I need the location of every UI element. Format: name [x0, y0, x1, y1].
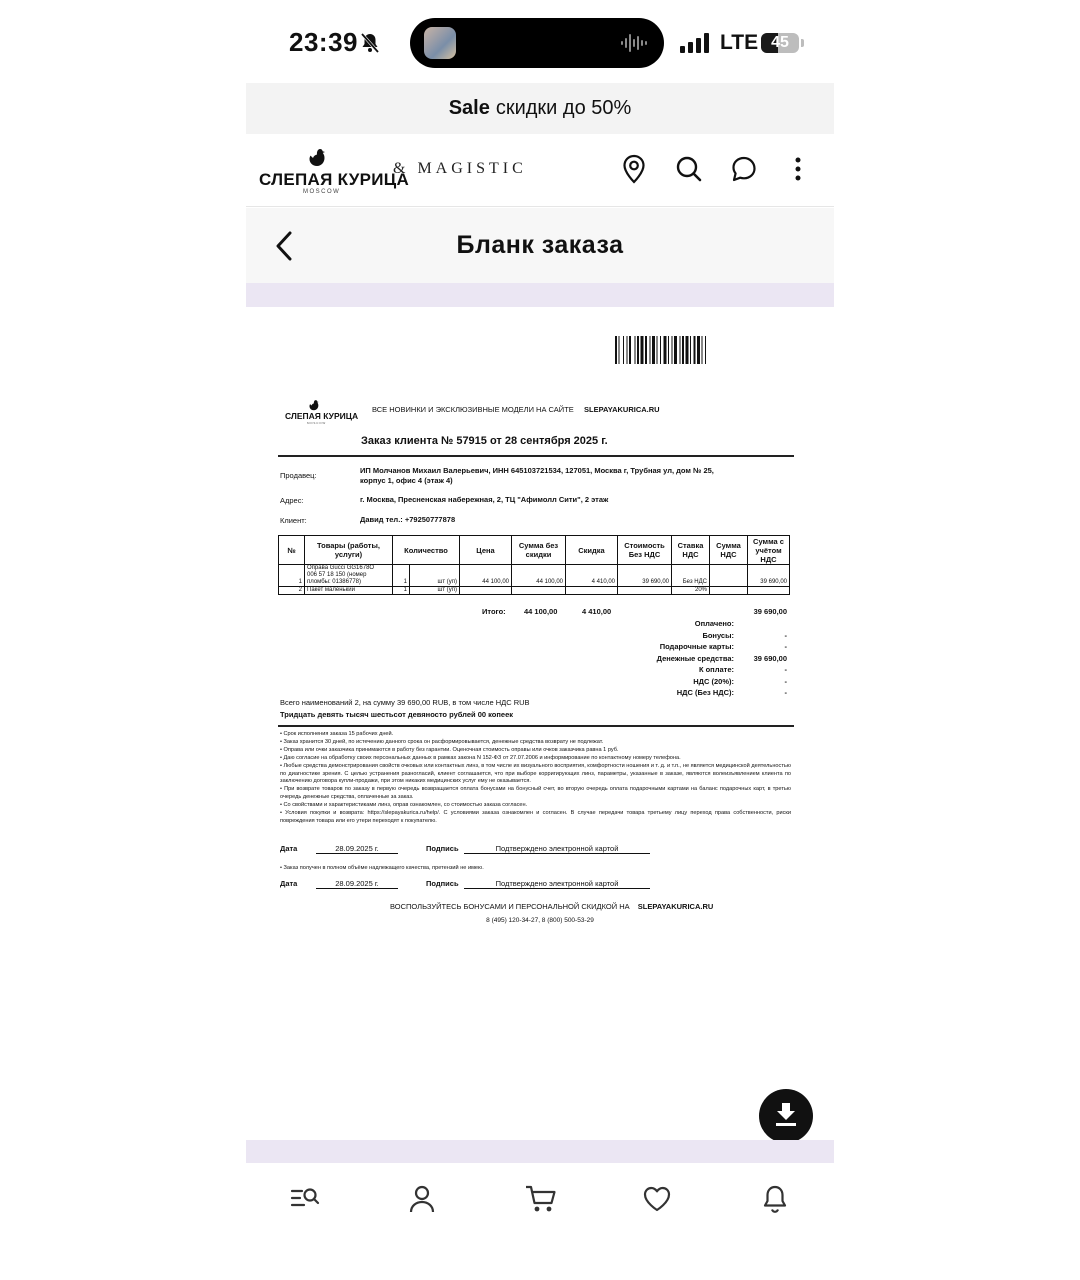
date-label: Дата: [280, 844, 298, 853]
chat-icon[interactable]: [730, 154, 758, 184]
col-price: Цена: [460, 536, 512, 565]
address-label: Адрес:: [280, 496, 304, 505]
note-item: • Заказ хранится 30 дней, по истечению данного срока он расформировывается, денежные средства возврату не подлежат.: [280, 738, 604, 745]
goods-table: [278, 535, 790, 595]
row-goods: Пакет маленький: [305, 587, 393, 595]
title-bar: [246, 208, 834, 283]
seller-line-2: корпус 1, офис 4 (этаж 4): [360, 476, 453, 485]
address-value: г. Москва, Пресненская набережная, 2, ТЦ "Афимолл Сити", 2 этаж: [360, 495, 609, 504]
goods-table-header: [279, 536, 790, 565]
totals-sum-with-vat: 39 690,00: [753, 607, 787, 616]
row-sum-with-vat: [748, 587, 790, 595]
promo-banner[interactable]: [246, 83, 834, 134]
row-sum-no-discount: 44 100,00: [512, 565, 566, 587]
row-vat-sum: [710, 587, 748, 595]
note-item: • Срок исполнения заказа 15 рабочих дней.: [280, 731, 394, 737]
received-note: • Заказ получен в полном объёме надлежащего качества, претензий не имею.: [280, 865, 484, 871]
totals-sum-no-discount: 44 100,00: [524, 607, 558, 616]
contact-phones: 8 (495) 120-34-27, 8 (800) 500-53-29: [486, 917, 594, 924]
summary-line-label: К оплате:: [698, 665, 734, 674]
summary-line-label: Оплачено:: [694, 619, 734, 628]
row-price: 44 100,00: [460, 565, 512, 587]
new-models-text: ВСЕ НОВИНКИ И ЭКСКЛЮЗИВНЫЕ МОДЕЛИ НА САЙТЕ: [372, 405, 574, 414]
location-pin-icon[interactable]: [620, 154, 648, 184]
summary-line-value: -: [784, 642, 787, 651]
catalog-search-icon[interactable]: [290, 1184, 320, 1214]
top-divider-band: [246, 283, 834, 307]
row-discount: [566, 587, 618, 595]
totals-discount: 4 410,00: [582, 607, 612, 616]
table-row: [279, 565, 790, 587]
sum-in-words: Тридцать девять тысяч шестьсот девяносто рублей 00 копеек: [280, 710, 514, 719]
download-icon: [774, 1102, 798, 1128]
battery-indicator: [761, 33, 799, 53]
document-brand-city: MOSCOW: [307, 421, 326, 425]
site-link: SLEPAYAKURICA.RU: [584, 405, 660, 414]
summary-line-label: НДС (20%):: [693, 676, 734, 686]
status-time: 23:39: [289, 27, 358, 57]
col-vat-rate: Ставка НДС: [672, 536, 710, 565]
note-item: • Даю согласие на обработку своих персональных данных в рамках закона N 152-ФЗ от 27.07.2006 и информирование по контактному номеру телефона.: [280, 754, 681, 761]
document-brand-name: СЛЕПАЯ КУРИЦА: [285, 411, 359, 421]
brand-city: MOSCOW: [303, 189, 341, 195]
col-no: №: [279, 536, 305, 565]
row-cost-no-vat: [618, 587, 672, 595]
download-button[interactable]: [759, 1089, 813, 1143]
row-goods-line: пломбы: 01386778): [307, 579, 361, 585]
network-type: LTE: [720, 31, 759, 54]
bottom-divider-band: [246, 1140, 834, 1164]
table-row: [279, 587, 790, 595]
row-price: [460, 587, 512, 595]
signature-value: Подтверждено электронной картой: [464, 844, 650, 854]
signature-label: Подпись: [426, 879, 459, 888]
battery-tip: [801, 39, 804, 47]
search-icon[interactable]: [675, 154, 703, 184]
hen-logo-icon[interactable]: [307, 147, 329, 169]
summary-line-value: 39 690,00: [753, 653, 787, 663]
promo-bold: Sale: [448, 97, 490, 119]
seller-value: [360, 466, 714, 486]
row-goods: [305, 565, 393, 587]
page-title: Бланк заказа: [456, 231, 624, 259]
date-value: 28.09.2025 г.: [316, 879, 398, 889]
seller-line-1: ИП Молчанов Михаил Валерьевич, ИНН 645103721534, 127051, Москва г, Трубная ул, дом № 25,: [360, 466, 714, 475]
row-goods-line: Оправа Gucci GG1678O: [307, 565, 375, 571]
promo-text: скидки до 50%: [495, 97, 632, 119]
row-qty: 1: [393, 565, 410, 587]
row-qty: 1: [393, 587, 410, 595]
row-unit: шт (уп): [410, 565, 460, 587]
row-sum-with-vat: 39 690,00: [748, 565, 790, 587]
partner-brand[interactable]: & MAGISTIC: [393, 160, 527, 177]
bonus-banner: [390, 902, 713, 911]
audio-waveform-icon: [620, 33, 650, 53]
summary-line-value: -: [784, 665, 787, 674]
row-vat-rate: Без НДС: [672, 565, 710, 587]
bonus-site: SLEPAYAKURICA.RU: [637, 902, 714, 911]
profile-icon[interactable]: [409, 1184, 435, 1214]
items-summary: Всего наименований 2, на сумму 39 690,00 RUB, в том числе НДС RUB: [280, 698, 530, 707]
cellular-signal-icon: [680, 33, 712, 53]
bell-off-icon: [359, 32, 381, 54]
brand-name[interactable]: СЛЕПАЯ КУРИЦА: [259, 170, 410, 189]
totals-label: Итого:: [482, 607, 506, 616]
summary-line-label: Денежные средства:: [656, 653, 734, 663]
client-value: Давид тел.: +79250777878: [360, 515, 456, 524]
col-vat-sum: Сумма НДС: [710, 536, 748, 565]
note-item: • Условия покупки и возврата: https://slepayakurica.ru/help/. С условиями заказа ознакомлен и согласен. В случае передачи товара третьему лицу переход права собственности, риски повреждения товара или его утери переходят к покупателю.: [280, 810, 791, 824]
col-qty: Количество: [393, 536, 460, 565]
note-item: • Оправа или очки заказчика принимаются в работу без гарантии. Оценочная стоимость оправы или очков заказчика равна 1 руб.: [280, 746, 619, 753]
row-unit: шт (уп): [410, 587, 460, 595]
dynamic-island[interactable]: [410, 18, 664, 68]
seller-label: Продавец:: [280, 471, 317, 480]
row-cost-no-vat: 39 690,00: [618, 565, 672, 587]
note-item: • Любые средства демонстрирования свойств очковых или контактных линз, в том числе их визуального восприятия, комфортности ношения и т. д. и т.п., не является медицинской деятельностью по диагностике зрения. С целью устранения разногласий, клиент соглашается, что при выборе корригирующих линз, параметры, указанные в заказе, являются волеизъявлением клиента по заключению договора купли-продажи, при этом никаких медицинских услуг ему не оказывается.: [280, 762, 791, 785]
bonus-text: ВОСПОЛЬЗУЙТЕСЬ БОНУСАМИ И ПЕРСОНАЛЬНОЙ СКИДКОЙ НА: [390, 902, 630, 911]
bottom-navigation: [246, 1163, 834, 1243]
row-discount: 4 410,00: [566, 565, 618, 587]
row-vat-rate: 20%: [672, 587, 710, 595]
cart-icon[interactable]: [525, 1184, 557, 1214]
app-header: [246, 134, 834, 207]
col-goods: Товары (работы, услуги): [305, 536, 393, 565]
header-rule: [278, 455, 794, 457]
terms-notes: [280, 731, 791, 826]
signature-label: Подпись: [426, 844, 459, 853]
more-vertical-icon[interactable]: [791, 154, 805, 184]
col-discount: Скидка: [566, 536, 618, 565]
col-cost-no-vat: Стоимость Без НДС: [618, 536, 672, 565]
summary-line-label: Бонусы:: [702, 630, 734, 640]
order-form-document[interactable]: [246, 307, 834, 1140]
signature-value: Подтверждено электронной картой: [464, 879, 650, 889]
favorites-heart-icon[interactable]: [642, 1184, 672, 1214]
note-item: • Со свойствами и характеристиками линз, оправ ознакомлен, со стоимостью заказа согласен.: [280, 802, 528, 809]
date-label: Дата: [280, 879, 298, 888]
client-label: Клиент:: [280, 516, 307, 525]
row-goods-line: 006 57 18 150 (номер: [307, 572, 367, 578]
notifications-bell-icon[interactable]: [762, 1184, 788, 1214]
notes-rule: [278, 725, 794, 727]
summary-line-value: -: [784, 688, 787, 697]
now-playing-avatar: [424, 27, 456, 59]
row-no: 2: [279, 587, 305, 595]
order-title: Заказ клиента № 57915 от 28 сентября 2025 г.: [361, 435, 608, 447]
row-sum-no-discount: [512, 587, 566, 595]
barcode-image: [615, 336, 783, 364]
row-no: 1: [279, 565, 305, 587]
summary-line-value: -: [784, 630, 787, 640]
summary-line-label: Подарочные карты:: [659, 642, 734, 651]
summary-line-label: НДС (Без НДС):: [676, 688, 734, 697]
row-vat-sum: [710, 565, 748, 587]
date-value: 28.09.2025 г.: [316, 844, 398, 854]
col-sum-no-discount: Сумма без скидки: [512, 536, 566, 565]
col-sum-with-vat: Сумма с учётом НДС: [748, 536, 790, 565]
summary-line-value: -: [784, 676, 787, 686]
battery-percent: 45: [771, 34, 789, 51]
note-item: • При возврате товаров по заказу в первую очередь возвращается оплата бонусами на бонусный счет, во вторую очередь оплата подарочными картами на баланс подарочных карт, в третью очередь денежные средства, оплаченные за заказ.: [280, 786, 791, 801]
